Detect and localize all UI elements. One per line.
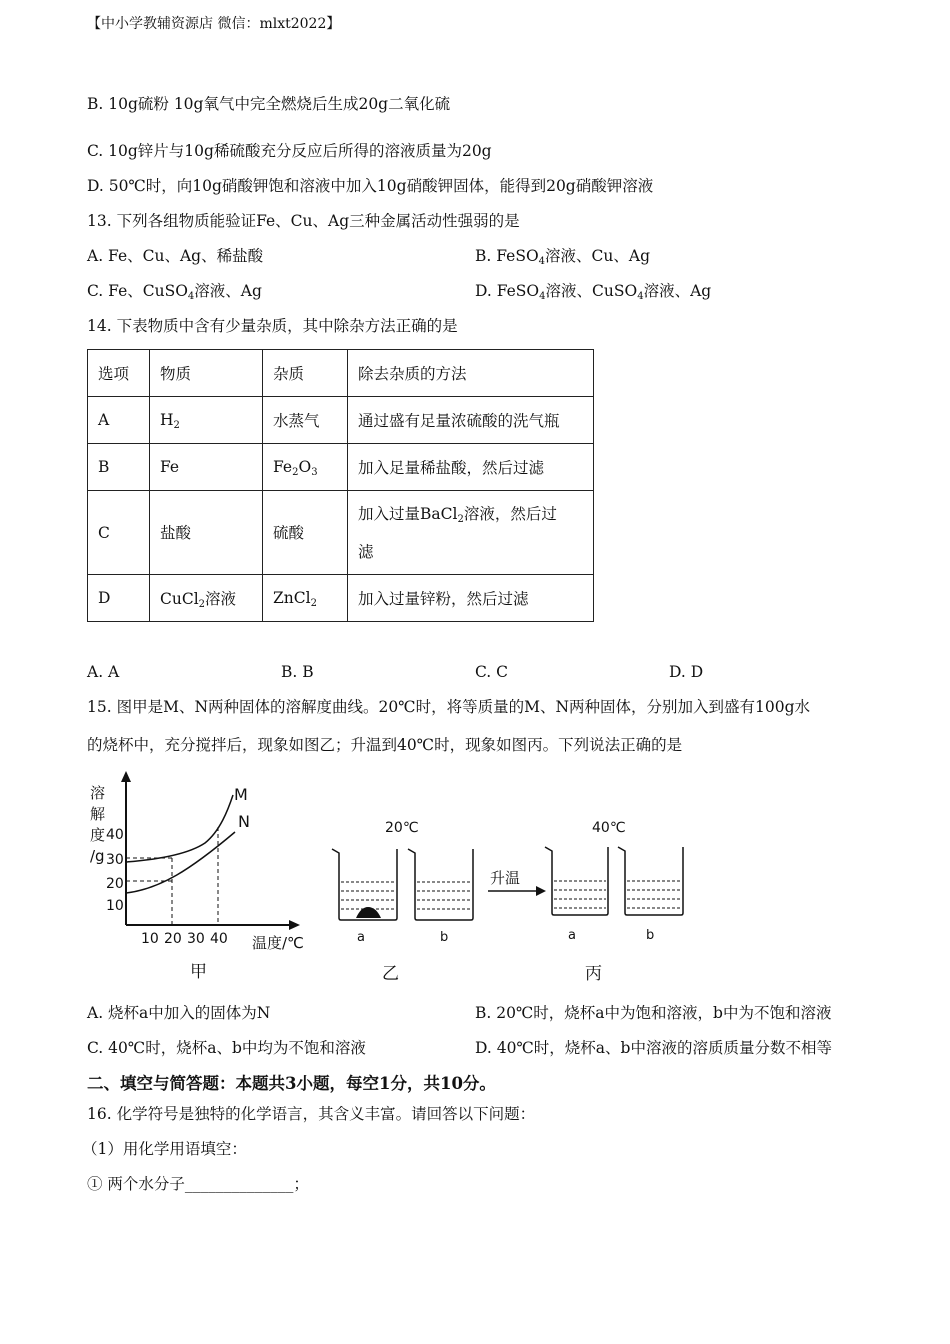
q13-option-c: C. Fe、CuSO$_4$溶液、Ag <box>87 282 262 302</box>
beakers-40c <box>545 820 683 984</box>
substance-cell: CuCl$_2$溶液 <box>150 575 263 622</box>
q16-subquestion-1: （1）用化学用语填空： <box>82 1140 247 1158</box>
method-cell: 加入过量锌粉，然后过滤 <box>348 575 594 622</box>
table-row <box>88 575 594 622</box>
x-axis-label: 温度/℃ <box>252 934 304 952</box>
solubility-chart <box>90 771 304 982</box>
option-cell: C <box>88 491 150 575</box>
y-label-char: 溶 <box>90 784 106 802</box>
caption-yi: 乙 <box>382 964 399 984</box>
q15-stem-line1: 15. 图甲是M、N两种固体的溶解度曲线。20℃时，将等质量的M、N两种固体，分别加入到盛有100g水 <box>87 698 811 716</box>
q14-option-d: D. D <box>669 663 704 681</box>
curve-m <box>126 795 233 862</box>
q13-option-a: A. Fe、Cu、Ag、稀盐酸 <box>87 247 264 265</box>
y-tick-label: 10 <box>106 898 124 914</box>
caption-bing: 丙 <box>585 964 602 984</box>
method-cell: 加入过量BaCl$_2$溶液，然后过 滤 <box>348 491 594 575</box>
curve-n <box>126 832 235 893</box>
q12-option-b: B. 10g硫粉 10g氧气中完全燃烧后生成20g二氧化硫 <box>87 95 451 113</box>
x-tick-label: 40 <box>210 931 228 947</box>
temperature-label-40: 40℃ <box>592 820 626 836</box>
y-label-char: 解 <box>90 805 106 823</box>
solution-hatch-b-40 <box>627 881 681 908</box>
y-label-char: 度 <box>90 826 106 844</box>
substance-cell: 盐酸 <box>150 491 263 575</box>
header-cell: 选项 <box>88 350 150 397</box>
x-tick-label: 10 <box>141 931 159 947</box>
q15-option-a: A. 烧杯a中加入的固体为N <box>87 1004 271 1022</box>
section-2-title: 二、填空与简答题：本题共3小题，每空1分，共10分。 <box>87 1074 496 1093</box>
page-header: 【中小学教辅资源店 微信：mlxt2022】 <box>87 16 341 32</box>
q15-option-b: B. 20℃时，烧杯a中为饱和溶液，b中为不饱和溶液 <box>475 1004 832 1022</box>
x-tick-label: 20 <box>164 931 182 947</box>
impurity-cell: 硫酸 <box>263 491 348 575</box>
caption-jia: 甲 <box>190 962 207 982</box>
q14-option-a: A. A <box>87 663 120 681</box>
q14-option-c: C. C <box>475 663 509 681</box>
q14-stem: 14. 下表物质中含有少量杂质，其中除杂方法正确的是 <box>87 317 458 335</box>
impurity-cell: ZnCl$_2$ <box>263 575 348 622</box>
beaker-label-b: b <box>440 930 449 945</box>
q16-item-1: ① 两个水分子______________； <box>87 1175 309 1193</box>
x-axis-arrow <box>289 920 300 930</box>
option-cell: A <box>88 397 150 444</box>
option-cell: B <box>88 444 150 491</box>
y-tick-label: 30 <box>106 852 124 868</box>
q13-option-d: D. FeSO$_4$溶液、CuSO$_4$溶液、Ag <box>475 282 712 302</box>
header-cell: 除去杂质的方法 <box>348 350 594 397</box>
beakers-20c <box>332 820 473 984</box>
q16-stem: 16. 化学符号是独特的化学语言，其含义丰富。请回答以下问题： <box>87 1105 536 1123</box>
heating-arrow <box>488 869 546 896</box>
temperature-label-20: 20℃ <box>385 820 419 836</box>
method-cell: 通过盛有足量浓硫酸的洗气瓶 <box>348 397 594 444</box>
q14-option-b: B. B <box>281 663 314 681</box>
curve-n-label: N <box>238 812 250 831</box>
table-row <box>88 397 594 444</box>
beaker-label-a: a <box>357 930 365 945</box>
q15-figure <box>80 765 700 995</box>
beaker-label-b-40: b <box>646 928 655 943</box>
header-cell: 物质 <box>150 350 263 397</box>
impurity-cell: 水蒸气 <box>263 397 348 444</box>
x-tick-label: 30 <box>187 931 205 947</box>
q13-option-b: B. FeSO$_4$溶液、Cu、Ag <box>475 247 650 267</box>
q14-table <box>87 349 594 622</box>
y-axis-arrow <box>121 771 131 782</box>
curve-m-label: M <box>234 785 248 804</box>
y-label-char: /g <box>90 847 105 865</box>
method-cell: 加入足量稀盐酸，然后过滤 <box>348 444 594 491</box>
arrow-label: 升温 <box>490 869 521 887</box>
q15-stem-line2: 的烧杯中，充分搅拌后，现象如图乙；升温到40℃时，现象如图丙。下列说法正确的是 <box>87 736 683 754</box>
q15-option-c: C. 40℃时，烧杯a、b中均为不饱和溶液 <box>87 1039 366 1057</box>
substance-cell: $H_2$ <box>150 397 263 444</box>
option-cell: D <box>88 575 150 622</box>
q12-option-d: D. 50℃时，向10g硝酸钾饱和溶液中加入10g硝酸钾固体，能得到20g硝酸钾溶液 <box>87 177 654 195</box>
q15-option-d: D. 40℃时，烧杯a、b中溶液的溶质质量分数不相等 <box>475 1039 832 1057</box>
impurity-cell: $Fe_2O_3$ <box>263 444 348 491</box>
substance-cell: Fe <box>150 444 263 491</box>
y-tick-label: 40 <box>106 827 124 843</box>
q12-option-c: C. 10g锌片与10g稀硫酸充分反应后所得的溶液质量为20g <box>87 142 492 160</box>
beaker-label-a-40: a <box>568 928 576 943</box>
table-header-row <box>88 350 594 397</box>
table-row <box>88 491 594 575</box>
q13-stem: 13. 下列各组物质能验证Fe、Cu、Ag三种金属活动性强弱的是 <box>87 212 520 230</box>
y-tick-label: 20 <box>106 876 124 892</box>
table-row <box>88 444 594 491</box>
header-cell: 杂质 <box>263 350 348 397</box>
solution-hatch-a-40 <box>554 881 606 908</box>
